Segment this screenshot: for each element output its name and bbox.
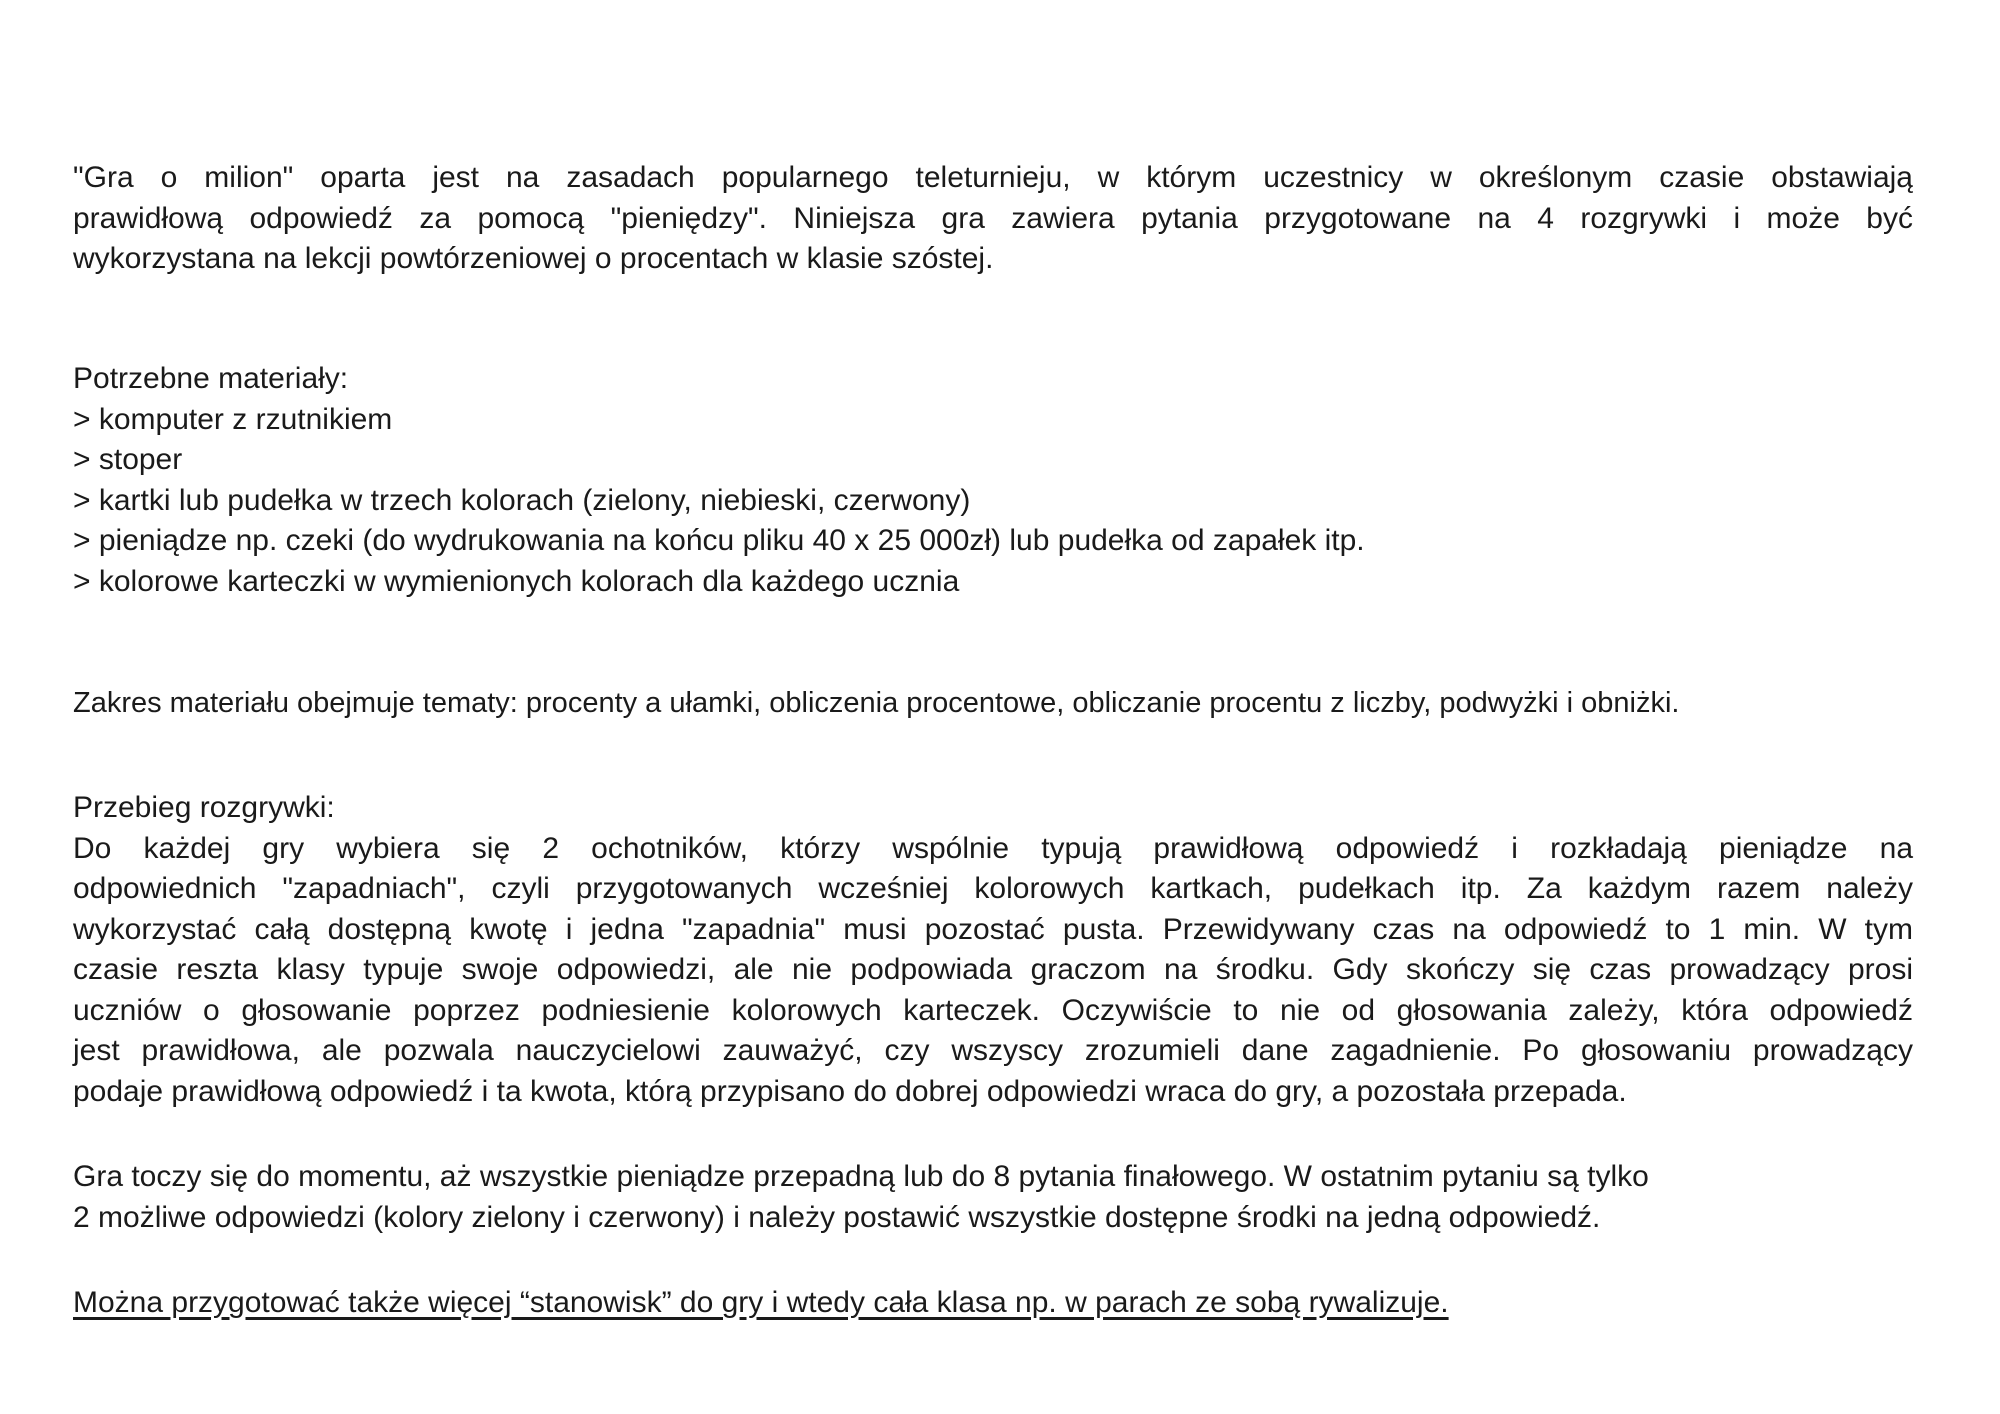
ending-line: 2 możliwe odpowiedzi (kolory zielony i czerwony) i należy postawić wszystkie dostępne środki na jedną odpowiedź. — [73, 1200, 1601, 1234]
note-section — [73, 1283, 1913, 1324]
materials-item: > kartki lub pudełka w trzech kolorach (zielony, niebieski, czerwony) — [73, 483, 971, 517]
note-text: Można przygotować także więcej “stanowisk” do gry i wtedy cała klasa np. w parach ze sobą rywalizuje. — [73, 1286, 1449, 1319]
materials-section — [73, 359, 1913, 602]
materials-item: > kolorowe karteczki w wymienionych kolorach dla każdego ucznia — [73, 564, 960, 598]
procedure-line: Do każdej gry wybiera się 2 ochotników, którzy wspólnie typują prawidłową odpowiedź i rozkładają pieniądze na — [73, 831, 1913, 865]
procedure-heading: Przebieg rozgrywki: — [73, 791, 335, 824]
intro-line: wykorzystana na lekcji powtórzeniowej o procentach w klasie szóstej. — [73, 242, 994, 275]
procedure-line: podaje prawidłową odpowiedź i ta kwota, którą przypisano do dobrej odpowiedzi wraca do gry, a pozostała przepada. — [73, 1074, 1627, 1108]
ending-line: Gra toczy się do momentu, aż wszystkie pieniądze przepadną lub do 8 pytania finałowego. W ostatnim pytaniu są tylko — [73, 1160, 1649, 1193]
procedure-line: uczniów o głosowanie poprzez podniesienie kolorowych karteczek. Oczywiście to nie od głosowania zależy, która odpowiedź — [73, 993, 1913, 1027]
intro-line: "Gra o milion" oparta jest na zasadach popularnego teleturnieju, w którym uczestnicy w określonym czasie obstawiają — [73, 161, 1913, 194]
procedure-line: jest prawidłowa, ale pozwala nauczycielowi zauważyć, czy wszyscy zrozumieli dane zagadnienie. Po głosowaniu prowadzący — [73, 1034, 1913, 1067]
materials-heading: Potrzebne materiały: — [73, 362, 349, 395]
scope-section — [73, 683, 1933, 724]
intro-paragraph — [73, 158, 1913, 280]
ending-paragraph — [73, 1157, 1913, 1238]
materials-item: > stoper — [73, 443, 183, 476]
materials-item: > komputer z rzutnikiem — [73, 402, 393, 436]
scope-text: Zakres materiału obejmuje tematy: procenty a ułamki, obliczenia procentowe, obliczanie procentu z liczby, podwyżki i obniżki. — [73, 687, 1680, 719]
materials-item: > pieniądze np. czeki (do wydrukowania na końcu pliku 40 x 25 000zł) lub pudełka od zapałek itp. — [73, 524, 1365, 557]
intro-line: prawidłową odpowiedź za pomocą "pieniędzy". Niniejsza gra zawiera pytania przygotowane na 4 rozgrywki i może być — [73, 201, 1913, 235]
procedure-line: wykorzystać całą dostępną kwotę i jedna "zapadnia" musi pozostać pusta. Przewidywany czas na odpowiedź to 1 min. W tym — [73, 912, 1913, 946]
procedure-line: odpowiednich "zapadniach", czyli przygotowanych wcześniej kolorowych kartkach, pudełkach itp. Za każdym razem należy — [73, 872, 1913, 905]
procedure-section — [73, 788, 1913, 1112]
procedure-line: czasie reszta klasy typuje swoje odpowiedzi, ale nie podpowiada graczom na środku. Gdy skończy się czas prowadzący prosi — [73, 953, 1913, 986]
